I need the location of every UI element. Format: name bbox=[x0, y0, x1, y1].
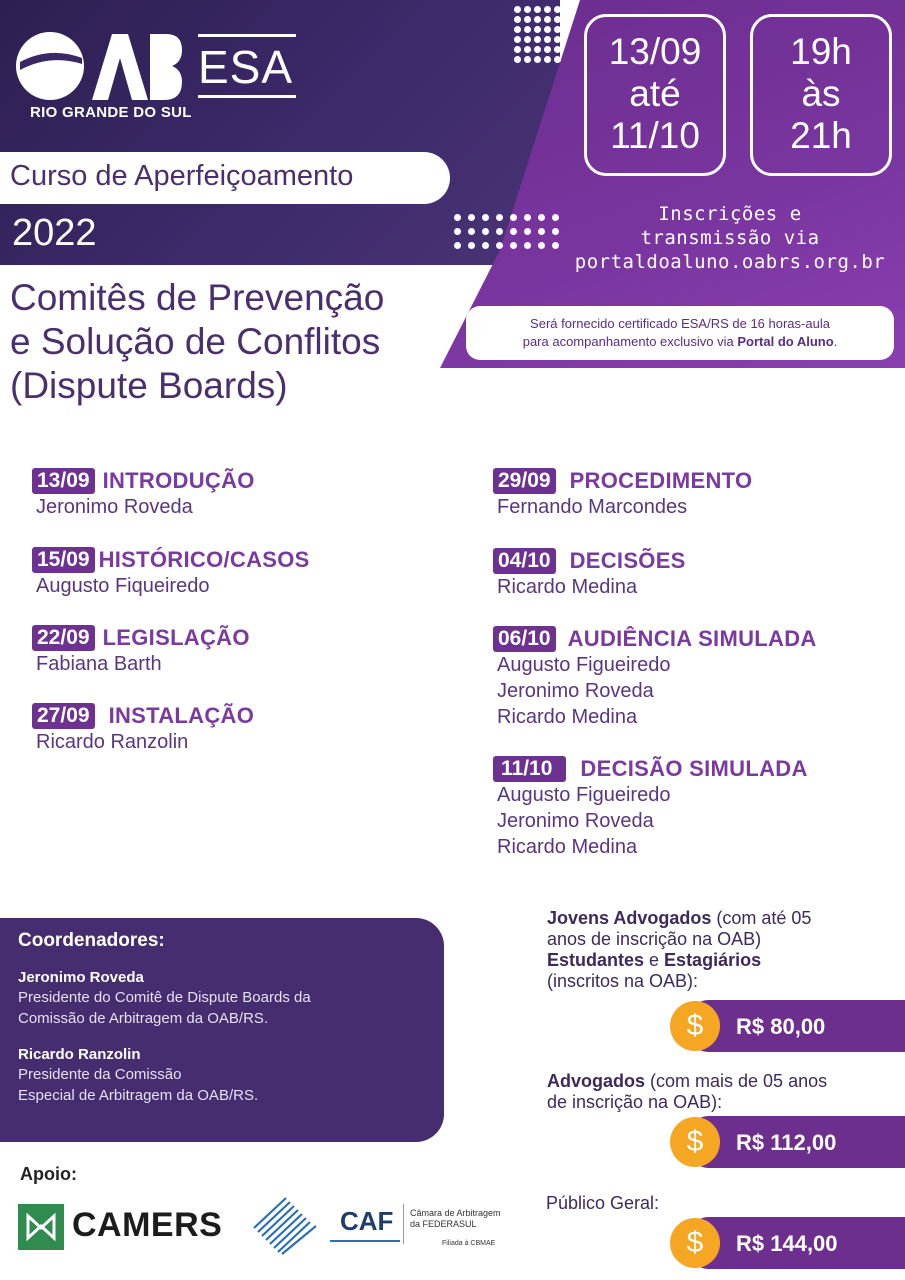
decorative-dot bbox=[524, 56, 531, 63]
decorative-dot bbox=[534, 6, 541, 13]
session-title: INTRODUÇÃO bbox=[102, 468, 255, 493]
caf-subtitle: Câmara de Arbitragem da FEDERASUL bbox=[410, 1208, 501, 1229]
decorative-dot bbox=[534, 46, 541, 53]
certificate-notice bbox=[466, 306, 894, 360]
decorative-dot bbox=[534, 26, 541, 33]
session-speaker: Ricardo Ranzolin bbox=[36, 731, 189, 753]
decorative-dot bbox=[496, 228, 503, 235]
certificate-line-1: Será fornecido certificado ESA/RS de 16 horas-aula bbox=[530, 316, 830, 331]
decorative-dot bbox=[554, 6, 561, 13]
decorative-dot bbox=[552, 228, 559, 235]
decorative-dot bbox=[554, 36, 561, 43]
camers-logo-icon bbox=[18, 1204, 64, 1250]
dollar-coin-icon: $ bbox=[670, 1001, 720, 1051]
session-title: DECISÕES bbox=[569, 548, 686, 573]
coordinator-role: Presidente do Comitê de Dispute Boards da bbox=[18, 989, 311, 1006]
session-speaker: Jeronimo Roveda bbox=[497, 810, 654, 832]
course-type-pill: Curso de Aperfeiçoamento bbox=[0, 152, 450, 204]
decorative-dot bbox=[510, 228, 517, 235]
decorative-dot bbox=[482, 228, 489, 235]
logo-region: RIO GRANDE DO SUL bbox=[30, 104, 192, 121]
session-item bbox=[493, 756, 808, 860]
decorative-dot bbox=[544, 6, 551, 13]
decorative-dot bbox=[534, 56, 541, 63]
price-value-bar: R$ 144,00 bbox=[690, 1217, 905, 1269]
coordinator-name: Ricardo Ranzolin bbox=[18, 1046, 141, 1063]
session-date-badge: 27/09 bbox=[32, 703, 95, 729]
coordinators-heading: Coordenadores: bbox=[18, 930, 165, 951]
decorative-dot bbox=[544, 26, 551, 33]
decorative-dot bbox=[514, 56, 521, 63]
sponsors-heading: Apoio: bbox=[20, 1164, 77, 1184]
dollar-coin-icon: $ bbox=[670, 1218, 720, 1268]
session-item bbox=[32, 547, 310, 599]
decorative-dot bbox=[454, 242, 461, 249]
decorative-dot bbox=[554, 16, 561, 23]
time-start: 19h bbox=[790, 31, 852, 72]
session-item bbox=[493, 468, 752, 520]
session-speaker: Ricardo Medina bbox=[497, 836, 638, 858]
decorative-dot bbox=[468, 242, 475, 249]
decorative-dot bbox=[524, 46, 531, 53]
decorative-dot bbox=[538, 214, 545, 221]
session-speaker: Augusto Fiqueiredo bbox=[36, 575, 210, 597]
decorative-dot bbox=[514, 6, 521, 13]
session-speaker: Augusto Figueiredo bbox=[497, 784, 671, 806]
decorative-dot bbox=[514, 46, 521, 53]
time-end: 21h bbox=[790, 115, 852, 156]
registration-line-2: transmissão via bbox=[640, 227, 820, 249]
course-year: 2022 bbox=[12, 212, 97, 254]
decorative-dot bbox=[524, 214, 531, 221]
decorative-dot bbox=[544, 16, 551, 23]
title-line-1: Comitês de Prevenção bbox=[10, 277, 385, 318]
decorative-dot bbox=[554, 26, 561, 33]
session-date-badge: 13/09 bbox=[32, 468, 95, 494]
decorative-dot bbox=[544, 36, 551, 43]
coordinators-panel bbox=[0, 918, 444, 1142]
time-range-box bbox=[750, 14, 892, 176]
session-speaker: Fabiana Barth bbox=[36, 653, 162, 675]
decorative-dot bbox=[468, 214, 475, 221]
session-date-badge: 04/10 bbox=[493, 548, 556, 574]
registration-line-1: Inscrições e bbox=[658, 203, 802, 225]
decorative-dot bbox=[510, 214, 517, 221]
registration-url[interactable]: portaldoaluno.oabrs.org.br bbox=[574, 251, 886, 273]
sponsor-stripe-logo bbox=[250, 1192, 322, 1256]
course-title bbox=[10, 276, 384, 408]
session-speaker: Jeronimo Roveda bbox=[497, 680, 654, 702]
caf-separator bbox=[403, 1204, 404, 1244]
decorative-dot bbox=[524, 26, 531, 33]
decorative-dot bbox=[454, 214, 461, 221]
session-item bbox=[493, 548, 686, 600]
esa-line-top bbox=[198, 34, 296, 37]
price-value-bar: R$ 80,00 bbox=[690, 1000, 905, 1052]
coordinator-role: Especial de Arbitragem da OAB/RS. bbox=[18, 1087, 259, 1104]
esa-line-bottom bbox=[198, 95, 296, 98]
decorative-dot bbox=[524, 242, 531, 249]
dollar-coin-icon: $ bbox=[670, 1117, 720, 1167]
session-item bbox=[32, 468, 255, 520]
price-value-bar: R$ 112,00 bbox=[690, 1116, 905, 1168]
session-date-badge: 11/10 bbox=[493, 756, 566, 782]
decorative-dot bbox=[524, 6, 531, 13]
session-date-badge: 29/09 bbox=[493, 468, 556, 494]
session-title: LEGISLAÇÃO bbox=[102, 625, 250, 650]
decorative-dot bbox=[454, 228, 461, 235]
session-date-badge: 15/09 bbox=[32, 547, 95, 573]
session-speaker: Ricardo Medina bbox=[497, 706, 638, 728]
decorative-dot bbox=[510, 242, 517, 249]
caf-underline bbox=[330, 1240, 400, 1242]
camers-logo-text: CAMERS bbox=[72, 1206, 223, 1244]
session-speaker: Jeronimo Roveda bbox=[36, 496, 193, 518]
session-title: PROCEDIMENTO bbox=[569, 468, 753, 493]
session-item bbox=[493, 626, 817, 730]
time-connector: às bbox=[801, 73, 841, 114]
decorative-dot bbox=[514, 26, 521, 33]
session-title: DECISÃO SIMULADA bbox=[580, 756, 808, 781]
date-start: 13/09 bbox=[608, 31, 702, 72]
decorative-dot bbox=[554, 46, 561, 53]
decorative-dot bbox=[482, 214, 489, 221]
decorative-dot bbox=[514, 16, 521, 23]
decorative-dot bbox=[552, 214, 559, 221]
title-line-2: e Solução de Conflitos bbox=[10, 321, 381, 362]
coordinator-name: Jeronimo Roveda bbox=[18, 969, 144, 986]
session-date-badge: 06/10 bbox=[493, 626, 556, 652]
session-date-badge: 22/09 bbox=[32, 625, 95, 651]
decorative-dot bbox=[544, 56, 551, 63]
coordinator-role: Presidente da Comissão bbox=[18, 1066, 182, 1083]
caf-logo-text: CAF bbox=[340, 1206, 394, 1236]
decorative-dot bbox=[496, 242, 503, 249]
caf-affiliation: Filiada à CBMAE bbox=[442, 1240, 496, 1247]
title-line-3: (Dispute Boards) bbox=[10, 365, 288, 406]
decorative-dot bbox=[538, 242, 545, 249]
date-range-box bbox=[584, 14, 726, 176]
decorative-dot bbox=[482, 242, 489, 249]
decorative-dot bbox=[524, 16, 531, 23]
session-item bbox=[32, 703, 254, 755]
decorative-dot bbox=[524, 228, 531, 235]
price-tier-lawyers: Advogados (com mais de 05 anos de inscrição na OAB): bbox=[547, 1071, 828, 1112]
session-item bbox=[32, 625, 250, 677]
decorative-dot bbox=[538, 228, 545, 235]
session-speaker: Augusto Figueiredo bbox=[497, 654, 671, 676]
oab-logo bbox=[14, 28, 184, 104]
session-title: INSTALAÇÃO bbox=[108, 703, 255, 728]
coordinator-role: Comissão de Arbitragem da OAB/RS. bbox=[18, 1010, 269, 1027]
session-title: HISTÓRICO/CASOS bbox=[98, 547, 310, 572]
decorative-dot bbox=[514, 36, 521, 43]
esa-logo: ESA bbox=[198, 41, 294, 93]
decorative-dot bbox=[554, 56, 561, 63]
certificate-line-2: para acompanhamento exclusivo via Portal do Aluno. bbox=[522, 334, 838, 349]
price-tier-public: Público Geral: bbox=[546, 1193, 660, 1213]
session-speaker: Ricardo Medina bbox=[497, 576, 638, 598]
date-connector: até bbox=[629, 73, 681, 114]
decorative-dot bbox=[534, 36, 541, 43]
decorative-dot bbox=[544, 46, 551, 53]
registration-info bbox=[560, 202, 900, 274]
decorative-dot bbox=[496, 214, 503, 221]
session-title: AUDIÊNCIA SIMULADA bbox=[567, 626, 817, 651]
decorative-dot bbox=[524, 36, 531, 43]
decorative-dot bbox=[552, 242, 559, 249]
session-speaker: Fernando Marcondes bbox=[497, 496, 688, 518]
price-tier-young: Jovens Advogados (com até 05 anos de inscrição na OAB) Estudantes e Estagiários (inscritos na OAB): bbox=[547, 908, 812, 991]
decorative-dot bbox=[534, 16, 541, 23]
portal-link[interactable]: Portal do Aluno bbox=[737, 334, 834, 349]
date-end: 11/10 bbox=[610, 115, 700, 156]
decorative-dot bbox=[468, 228, 475, 235]
